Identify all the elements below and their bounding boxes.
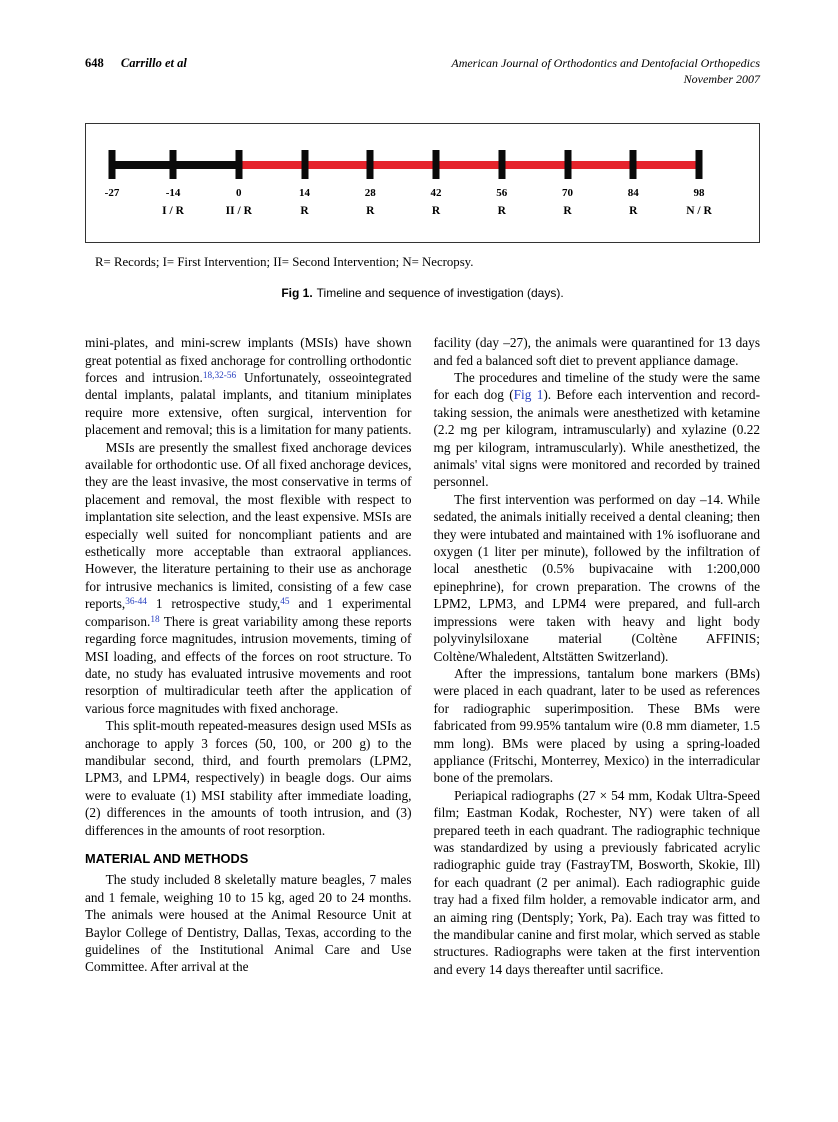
timeline-tick — [564, 150, 571, 179]
timeline-day-label: -27 — [104, 187, 120, 200]
timeline-tick — [696, 150, 703, 179]
timeline-tick — [301, 150, 308, 179]
paragraph: MSIs are presently the smallest fixed anchorage devices available for orthodontic use. Of all fixed anchorage devices, they are the least invasive, the most conservative in terms of placement and removal, the most flexible with respect to implantation site selection, and the least expensive. MSIs are especially well suited for noncompliant patients and are esthetically more acceptable than extraoral appliances. However, the literature pertaining to their use as anchorage for intrusive mechanics is limited, consisting of a few case reports,$^{36-44}$ 1 retrospective study,$^{45}$ and 1 experimental comparison.$^{18}$ There is great variability among these reports regarding force magnitudes, intrusion movements, timing of MSI loading, and effects of the forces on root structure. To date, no study has evaluated intrusive movements and root resorption of multiradicular teeth after the application of various force magnitudes with fixed anchorage. — [85, 439, 412, 716]
article-body — [85, 334, 760, 978]
timeline-event-label: R — [300, 205, 309, 218]
paragraph: The first intervention was performed on day –14. While sedated, the animals initially received a dental cleaning; then they were intubated and maintained with 1% isofluorane and oxygen (1 liter per minute), followed by the infiltration of local anesthetic (0.5% bupivacaine with 1:200,000 epinephrine), for crown preparation. The crowns of the LPM2, LPM3, and LPM4 were prepared, and full-arch impressions were taken with heavy and light body polyvinylsiloxane material (Coltène AFFINIS; Coltène/Whaledent, Altstätten Switzerland). — [433, 491, 760, 664]
paragraph: The study included 8 skeletally mature beagles, 7 males and 1 female, weighing 10 to 15 kg, aged 20 to 24 months. The animals were housed at the Animal Resource Unit at Baylor College of Dentistry, Dallas, Texas, according to the guidelines of the Institutional Animal Care and Use Committee. After arrival at the — [85, 872, 412, 975]
timeline-event-label: R — [629, 205, 638, 218]
paragraph: facility (day –27), the animals were quarantined for 13 days and fed a balanced soft diet to prevent appliance damage. — [433, 335, 760, 368]
timeline-event-label: R — [366, 205, 375, 218]
journal-name: American Journal of Orthodontics and Dentofacial Orthopedics — [451, 56, 760, 70]
timeline-event-label: I / R — [162, 205, 184, 218]
paragraph: After the impressions, tantalum bone markers (BMs) were placed in each quadrant, later to be used as references for radiographic superimposition. These BMs were fabricated from 99.95% tantalum wire (0.8 mm diameter, 1.5 mm long). BMs were placed by using a spring-loaded appliance (Fritschi, Monterrey, Mexico) in the interradicular bone of the premolars. — [433, 665, 760, 786]
right-column — [434, 334, 761, 978]
running-head-left — [85, 56, 187, 71]
timeline-day-label: -14 — [165, 187, 181, 200]
paragraph: mini-plates, and mini-screw implants (MSIs) have shown great potential as fixed anchorage for controlling orthodontic forces and intrusion.$^{18,32-56}$ Unfortunately, osseointegrated dental implants, palatal implants, and titanium miniplates require more extensive, often surgical, intervention for placement and removal; this is a limitation for many patients. — [85, 335, 412, 438]
paragraph: Periapical radiographs (27 × 54 mm, Kodak Ultra-Speed film; Eastman Kodak, Rochester, NY) were taken of all prepared teeth in each quadrant. The radiographic technique was standardized by using a previously fabricated acrylic radiographic guide tray (FastrayTM, Bosworth, Skokie, Ill) for each quadrant (2 per animal). Each radiographic guide tray had a fixed film holder, a removable indicator arm, and an aiming ring (Dentsply; York, Pa). Each tray was fitted to the mandibular canine and first molar, which served as stable structures. Radiographs were taken at the first intervention and every 14 days thereafter until sacrifice. — [433, 787, 760, 977]
section-heading: MATERIAL AND METHODS — [85, 850, 249, 866]
timeline-tick — [170, 150, 177, 179]
timeline-day-label: 98 — [693, 187, 705, 200]
timeline — [104, 146, 712, 232]
left-column — [85, 334, 412, 978]
paragraph: This split-mouth repeated-measures design used MSIs as anchorage to apply 3 forces (50, 100, or 200 g) to the mandibular second, third, and fourth premolars (LPM2, LPM3, and LPM4, respectively) in beagle dogs. Our aims were to evaluate (1) MSI stability after immediate loading, (2) differences in the amounts of tooth intrusion, and (3) differences in the amounts of root resorption. — [85, 718, 412, 838]
timeline-tick — [367, 150, 374, 179]
timeline-day-label: 14 — [299, 187, 311, 200]
timeline-event-label: N / R — [686, 205, 712, 218]
figure-1 — [85, 123, 760, 300]
timeline-tick — [630, 150, 637, 179]
timeline-day-label: 28 — [364, 187, 376, 200]
timeline-day-label: 42 — [430, 187, 442, 200]
figure-caption-label: Fig 1. — [281, 286, 313, 301]
page-header — [85, 56, 760, 87]
timeline-tick — [498, 150, 505, 179]
timeline-figure-box — [85, 123, 760, 243]
running-authors: Carrillo et al — [120, 56, 187, 70]
timeline-day-label: 84 — [627, 187, 639, 200]
timeline-tick — [235, 150, 242, 179]
figure-reference-link[interactable]: Fig 1 — [513, 387, 544, 403]
reference-citation-link[interactable]: 36-44 — [125, 597, 147, 608]
timeline-day-label: 56 — [496, 187, 508, 200]
timeline-event-label: R — [563, 205, 572, 218]
reference-citation-link[interactable]: 18,32-56 — [202, 370, 237, 381]
timeline-tick — [109, 150, 116, 179]
issue-date: November 2007 — [683, 71, 760, 86]
page-number: 648 — [85, 56, 104, 70]
figure-caption — [85, 286, 760, 300]
timeline-tick — [433, 150, 440, 179]
timeline-event-label: R — [497, 205, 506, 218]
timeline-event-label: II / R — [225, 205, 252, 218]
reference-citation-link[interactable]: 45 — [280, 597, 290, 608]
running-head-right — [451, 56, 760, 87]
timeline-event-label: R — [431, 205, 441, 218]
reference-citation-link[interactable]: 18 — [150, 614, 160, 625]
timeline-day-label: 0 — [236, 187, 242, 200]
figure-caption-text: Timeline and sequence of investigation (days). — [316, 286, 564, 301]
figure-legend: R= Records; I= First Intervention; II= Second Intervention; N= Necropsy. — [95, 255, 474, 270]
paragraph: The procedures and timeline of the study were the same for each dog (Fig 1). Before each intervention and record-taking session, the animals were anesthetized with ketamine (2.2 mg per kilogram, intramuscularly) and xylazine (0.22 mg per kilogram, intramuscularly). While anesthetized, the animals' vital signs were monitored and recorded by trained personnel. — [433, 370, 760, 490]
timeline-day-label: 70 — [562, 187, 573, 200]
